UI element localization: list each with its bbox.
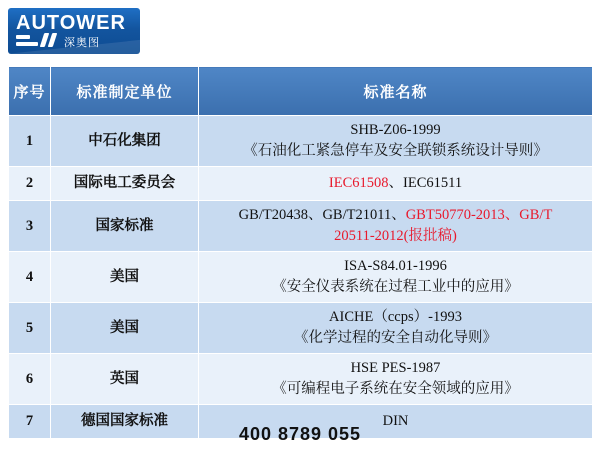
standard-name-segment: IEC61508 <box>328 175 389 192</box>
standard-name-segment: DIN <box>382 413 409 430</box>
standard-name-line <box>205 256 586 277</box>
column-header-org: 标准制定单位 <box>51 67 199 116</box>
table-row <box>9 201 593 252</box>
cell-organization: 美国 <box>51 303 199 354</box>
standard-name-line <box>205 173 586 194</box>
standard-name-line <box>205 307 586 328</box>
standard-name-segment: 、IEC61511 <box>388 175 463 192</box>
standard-name-segment: 《安全仪表系统在过程工业中的应用》 <box>272 279 519 296</box>
cell-organization: 美国 <box>51 252 199 303</box>
table-header-row <box>9 67 593 116</box>
standard-name-line <box>205 226 586 247</box>
cell-index: 3 <box>9 201 51 252</box>
cell-index: 4 <box>9 252 51 303</box>
cell-index: 7 <box>9 405 51 439</box>
standard-name-segment: HSE PES-1987 <box>350 360 441 377</box>
cell-organization: 英国 <box>51 354 199 405</box>
standard-name-segment: 《化学过程的安全自动化导则》 <box>294 330 497 347</box>
cell-organization: 国家标准 <box>51 201 199 252</box>
standard-name-segment: SHB-Z06-1999 <box>350 122 441 138</box>
cell-index: 2 <box>9 167 51 201</box>
cell-standard-name <box>199 116 593 167</box>
cell-standard-name <box>199 252 593 303</box>
cell-organization: 中石化集团 <box>51 116 199 167</box>
table-row <box>9 354 593 405</box>
standard-name-line <box>205 328 586 349</box>
cell-standard-name <box>199 303 593 354</box>
cell-organization: 国际电工委员会 <box>51 167 199 201</box>
logo-wordmark-cn: 深奥图 <box>64 37 100 49</box>
cell-standard-name <box>199 167 593 201</box>
logo-badge <box>8 8 140 54</box>
standard-name-line <box>205 379 586 400</box>
autower-logo-mark-icon <box>16 33 58 48</box>
column-header-no: 序号 <box>9 67 51 116</box>
standard-name-segment: 《石油化工紧急停车及安全联锁系统设计导则》 <box>243 143 548 160</box>
table-row <box>9 116 593 167</box>
standard-name-segment: ISA-S84.01-1996 <box>344 258 447 275</box>
cell-standard-name <box>199 201 593 252</box>
contact-phone: 400 8789 055 <box>238 424 362 444</box>
standard-name-segment: GBT50770-2013、GB/T <box>405 207 553 224</box>
standard-name-line <box>205 120 586 141</box>
table-header <box>9 67 593 116</box>
column-header-name: 标准名称 <box>199 67 593 116</box>
logo-wordmark: AUTOWER <box>16 12 126 34</box>
cell-index: 1 <box>9 116 51 167</box>
table-row <box>9 167 593 201</box>
standard-name-line <box>205 277 586 298</box>
standards-table <box>8 66 593 439</box>
table-row <box>9 303 593 354</box>
cell-index: 6 <box>9 354 51 405</box>
brand-logo <box>8 8 148 58</box>
standard-name-line <box>205 205 586 226</box>
table-body <box>9 116 593 439</box>
standard-name-segment: 《可编程电子系统在安全领域的应用》 <box>272 381 519 398</box>
cell-organization: 德国国家标准 <box>51 405 199 439</box>
standard-name-segment: GB/T20438、GB/T21011、 <box>238 207 406 224</box>
standard-name-line <box>205 141 586 162</box>
standard-name-segment: 20511-2012(报批稿) <box>334 228 457 245</box>
standard-name-segment: AICHE（ccps）-1993 <box>329 309 462 326</box>
cell-index: 5 <box>9 303 51 354</box>
table-row <box>9 252 593 303</box>
standard-name-line <box>205 358 586 379</box>
cell-standard-name <box>199 354 593 405</box>
